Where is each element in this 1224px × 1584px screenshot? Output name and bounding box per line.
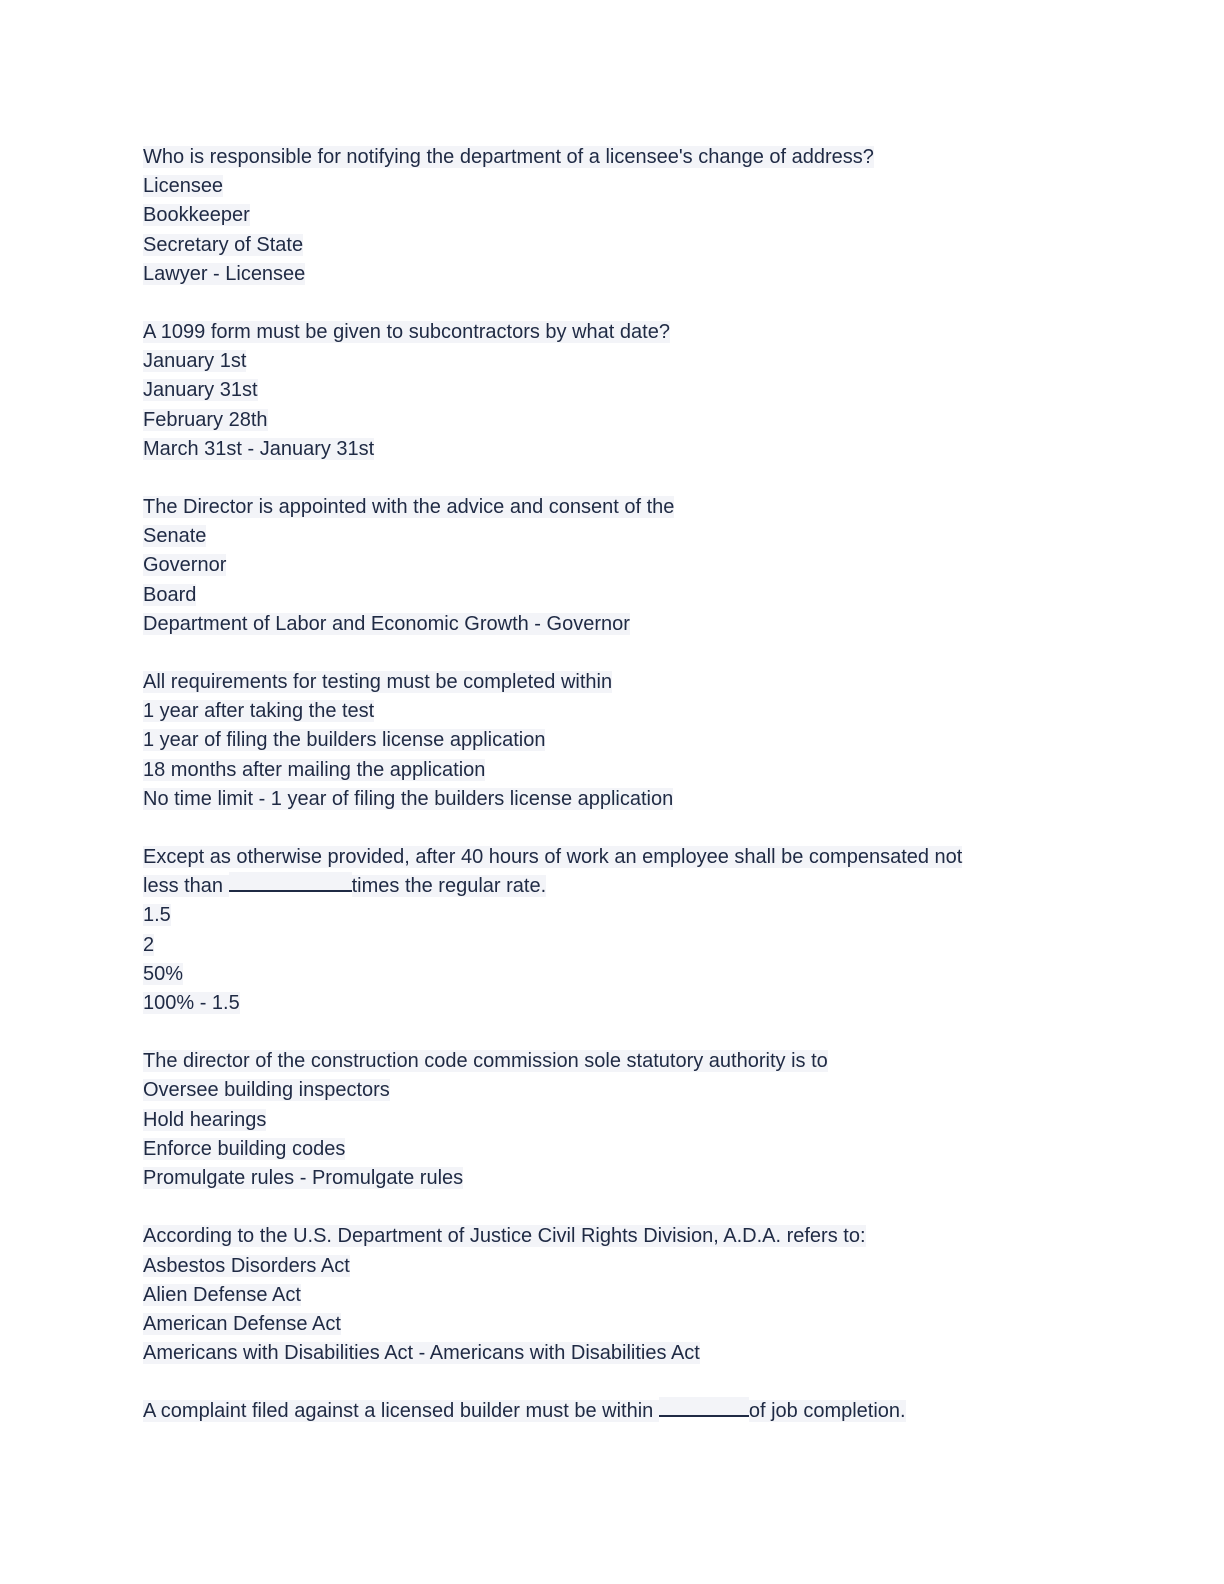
answer-option: Governor (143, 554, 227, 577)
answer-option: Oversee building inspectors (143, 1079, 390, 1102)
answer-option: 18 months after mailing the application (143, 758, 486, 781)
answer-option: January 1st (143, 350, 247, 373)
answer-option: 50% (143, 962, 184, 985)
question-text: The Director is appointed with the advice and consent of the (143, 496, 675, 519)
answer-option: January 31st (143, 379, 258, 402)
document-page (143, 143, 1083, 1456)
answer-option: Department of Labor and Economic Growth - Governor (143, 612, 630, 635)
question-text: Who is responsible for notifying the department of a licensee's change of address? (143, 146, 874, 168)
question-block-8 (143, 1397, 1083, 1426)
question-block-2 (143, 318, 1083, 464)
answer-option: Board (143, 583, 197, 606)
question-text: Except as otherwise provided, after 40 hours of work an employee shall be compensated not (143, 846, 963, 869)
question-block-4 (143, 668, 1083, 814)
question-block-3 (143, 493, 1083, 639)
answer-option: Hold hearings (143, 1108, 267, 1131)
answer-option: Promulgate rules - Promulgate rules (143, 1167, 464, 1190)
question-text: All requirements for testing must be completed within (143, 671, 613, 694)
fill-in-blank (229, 872, 352, 892)
question-block-6 (143, 1047, 1083, 1193)
answer-option: Americans with Disabilities Act - Americans with Disabilities Act (143, 1342, 700, 1365)
question-text: According to the U.S. Department of Justice Civil Rights Division, A.D.A. refers to: (143, 1225, 866, 1248)
question-text-continued: less than times the regular rate. (143, 872, 1083, 901)
answer-option: Enforce building codes (143, 1137, 346, 1160)
answer-option: Senate (143, 525, 207, 548)
answer-option: February 28th (143, 408, 268, 431)
question-block-7 (143, 1222, 1083, 1368)
answer-option: Secretary of State (143, 233, 304, 256)
answer-option: March 31st - January 31st (143, 437, 375, 460)
question-block-5 (143, 843, 1083, 1018)
question-block-1 (143, 143, 1083, 289)
question-text: The director of the construction code commission sole statutory authority is to (143, 1050, 828, 1073)
answer-option: Bookkeeper (143, 204, 250, 227)
question-text: A 1099 form must be given to subcontractors by what date? (143, 321, 670, 344)
fill-in-blank (659, 1397, 749, 1417)
answer-option: Lawyer - Licensee (143, 262, 306, 285)
answer-option: No time limit - 1 year of filing the builders license application (143, 787, 674, 810)
answer-option: Alien Defense Act (143, 1283, 301, 1306)
answer-option: 1.5 (143, 904, 171, 927)
answer-option: Asbestos Disorders Act (143, 1254, 350, 1277)
answer-option: 1 year of filing the builders license application (143, 729, 546, 752)
answer-option: 100% - 1.5 (143, 992, 240, 1015)
answer-option: Licensee (143, 175, 224, 198)
answer-option: 1 year after taking the test (143, 700, 375, 723)
question-text: A complaint filed against a licensed builder must be within of job completion. (143, 1397, 1083, 1426)
answer-option: 2 (143, 933, 155, 956)
answer-option: American Defense Act (143, 1312, 341, 1335)
